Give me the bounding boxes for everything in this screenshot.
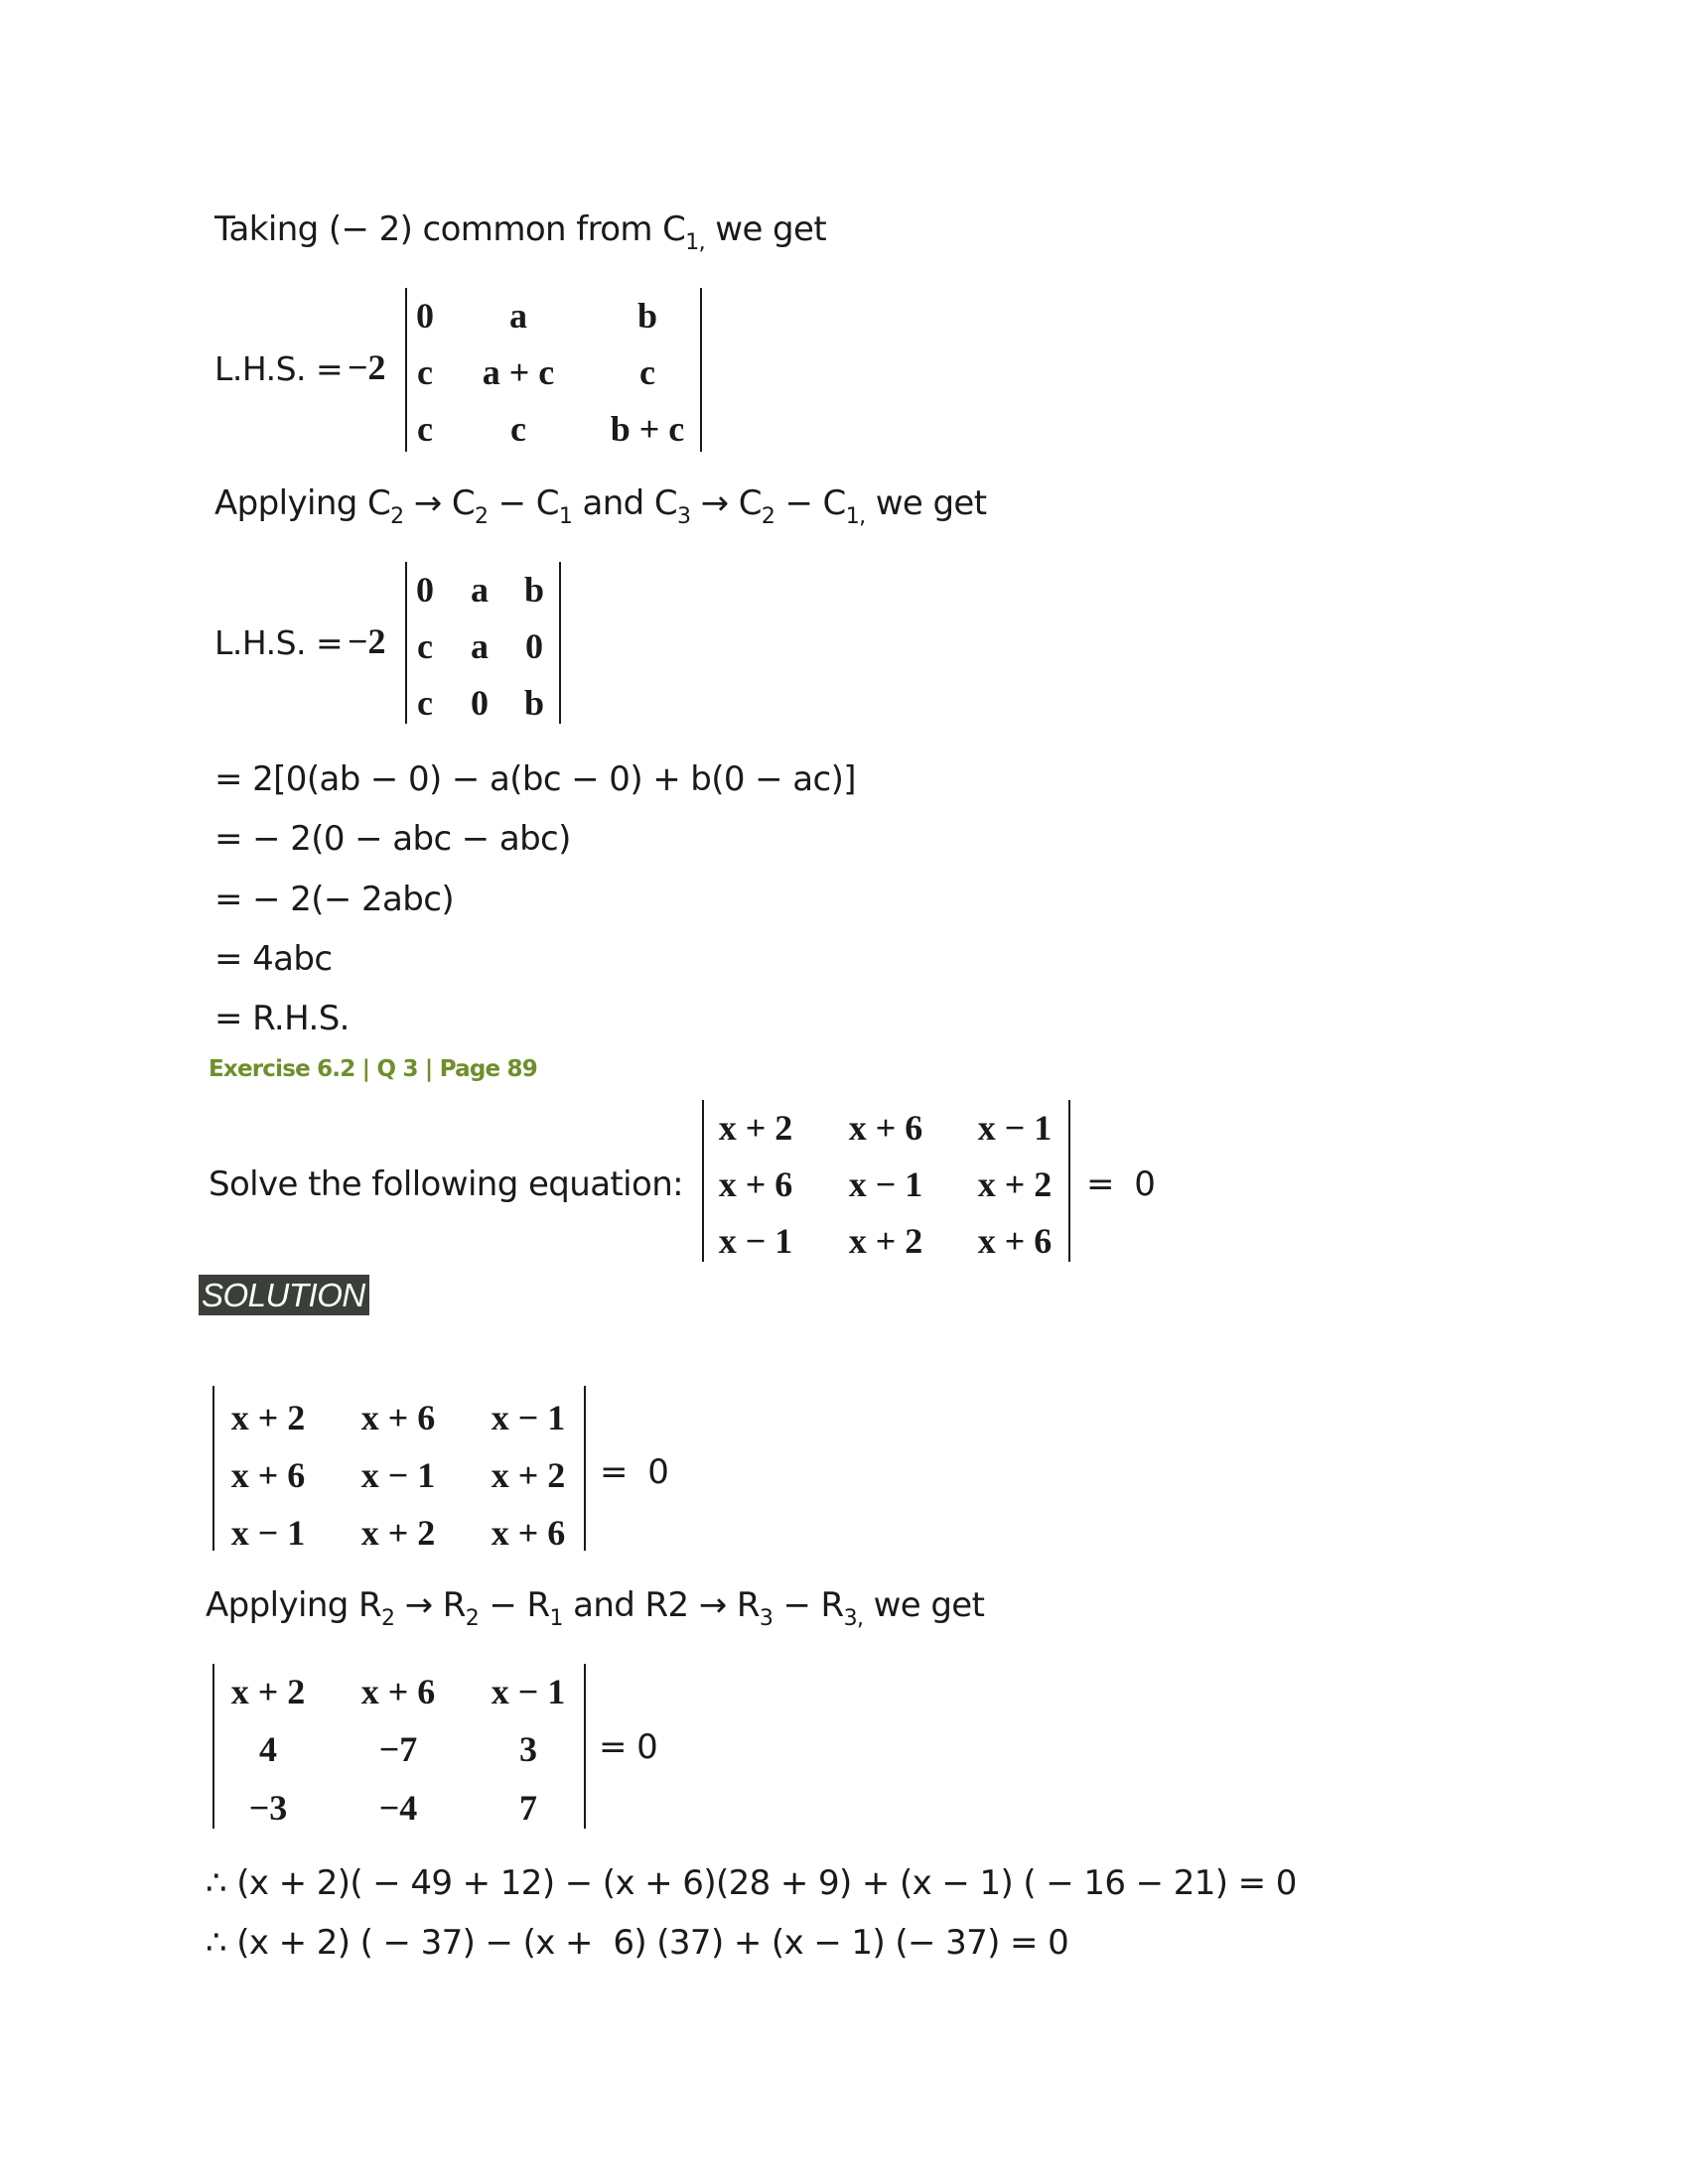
det-cell: x − 1	[718, 1221, 793, 1261]
det-cell: x + 6	[230, 1455, 306, 1495]
therefore-line: ∴ (x + 2)( − 49 + 12) − (x + 6)(28 + 9) + (x − 1) ( − 16 − 21) = 0	[206, 1863, 1297, 1903]
subscript: 3	[676, 504, 691, 529]
det-cell: 4	[259, 1729, 277, 1769]
solution-determinant-1	[212, 1386, 586, 1551]
subscript: 3,	[843, 1606, 864, 1631]
text-part: we get	[865, 483, 987, 523]
subscript: 2	[474, 504, 489, 529]
det-cell: x + 6	[718, 1164, 793, 1204]
text-part: we get	[863, 1585, 985, 1625]
solution-badge: SOLUTION	[199, 1275, 369, 1315]
expansion-line: = 2[0(ab − 0) − a(bc − 0) + b(0 − ac)]	[214, 759, 856, 799]
step1-text	[214, 209, 827, 255]
separator: |	[361, 1056, 370, 1082]
det-cell: c	[417, 683, 433, 723]
text-part: − C	[488, 483, 559, 523]
expansion-line: = − 2(− 2abc)	[214, 880, 454, 919]
det-cell: x + 2	[718, 1108, 793, 1148]
text-part: → R	[394, 1585, 466, 1625]
det-cell: 3	[519, 1729, 537, 1769]
det-cell: c	[639, 352, 655, 392]
det-cell: x − 1	[848, 1164, 923, 1204]
step2-text	[214, 483, 987, 529]
row-operation-text	[206, 1585, 985, 1631]
question-prompt: Solve the following equation:	[209, 1164, 684, 1204]
det-cell: a + c	[482, 352, 555, 392]
expansion-line: = − 2(0 − abc − abc)	[214, 819, 571, 859]
subscript: 1	[549, 1606, 563, 1631]
text-part: → C	[403, 483, 475, 523]
text-part: − R	[773, 1585, 844, 1625]
det-cell: x − 1	[230, 1513, 306, 1553]
det-cell: x + 6	[360, 1398, 436, 1437]
subscript: 2	[761, 504, 775, 529]
step2-determinant	[405, 562, 561, 724]
det-cell: b + c	[610, 409, 685, 449]
det-cell: a	[471, 626, 489, 666]
det-cell: 0	[525, 626, 543, 666]
step1-lhs-label: L.H.S. =	[214, 349, 344, 388]
step1-determinant	[405, 288, 702, 452]
step1-factor: −2	[348, 347, 386, 387]
text-part: Applying R	[206, 1585, 381, 1625]
det-cell: x − 1	[491, 1672, 566, 1711]
page-number: Page 89	[439, 1056, 537, 1082]
det-cell: 0	[416, 570, 434, 610]
step1-text-main: Taking (− 2) common from C	[214, 209, 686, 249]
step1-subscript: 1,	[685, 230, 706, 255]
det-cell: x + 2	[491, 1455, 566, 1495]
step2-lhs-label: L.H.S. =	[214, 623, 344, 662]
det-cell: a	[509, 296, 527, 336]
step1-text-suffix: we get	[705, 209, 827, 249]
text-part: and R2 → R	[562, 1585, 760, 1625]
question-rhs: = 0	[1086, 1164, 1156, 1204]
det-cell: c	[510, 409, 526, 449]
det-cell: x + 2	[360, 1513, 436, 1553]
det-cell: c	[417, 352, 433, 392]
subscript: 2	[465, 1606, 480, 1631]
det-cell: b	[636, 296, 658, 336]
det-cell: x + 6	[491, 1513, 566, 1553]
separator: |	[424, 1056, 433, 1082]
text-part: − R	[479, 1585, 550, 1625]
det-cell: a	[471, 570, 489, 610]
det-cell: c	[417, 626, 433, 666]
det-cell: x + 6	[360, 1672, 436, 1711]
step2-factor: −2	[348, 621, 386, 661]
therefore-line: ∴ (x + 2) ( − 37) − (x + 6) (37) + (x − 1) (− 37) = 0	[206, 1923, 1069, 1963]
det-cell: x − 1	[360, 1455, 436, 1495]
det-cell: x + 2	[230, 1672, 306, 1711]
subscript: 1	[558, 504, 573, 529]
det-cell: x − 1	[491, 1398, 566, 1437]
solution-rhs-2: = 0	[599, 1727, 658, 1767]
subscript: 2	[381, 1606, 395, 1631]
det-cell: x + 2	[977, 1164, 1053, 1204]
expansion-line: = 4abc	[214, 939, 333, 979]
solution-rhs-1: = 0	[600, 1452, 669, 1492]
det-cell: x + 6	[848, 1108, 923, 1148]
exercise-reference	[209, 1056, 537, 1082]
expansion-line: = R.H.S.	[214, 999, 350, 1038]
det-cell: x − 1	[977, 1108, 1053, 1148]
text-part: Applying C	[214, 483, 391, 523]
det-cell: c	[417, 409, 433, 449]
det-cell: x + 6	[977, 1221, 1053, 1261]
det-cell: b	[523, 683, 545, 723]
text-part: and C	[572, 483, 677, 523]
det-cell: x + 2	[848, 1221, 923, 1261]
text-part: → C	[690, 483, 762, 523]
solution-determinant-2	[212, 1664, 586, 1829]
text-part: − C	[774, 483, 846, 523]
det-cell: b	[523, 570, 545, 610]
det-cell: 0	[416, 296, 434, 336]
det-cell: −3	[248, 1788, 288, 1828]
subscript: 1,	[845, 504, 866, 529]
det-cell: −7	[378, 1729, 418, 1769]
det-cell: −4	[378, 1788, 418, 1828]
question-determinant	[702, 1100, 1070, 1262]
det-cell: 7	[519, 1788, 537, 1828]
exercise-number: Exercise 6.2	[209, 1056, 355, 1082]
subscript: 3	[759, 1606, 774, 1631]
det-cell: 0	[471, 683, 489, 723]
det-cell: x + 2	[230, 1398, 306, 1437]
subscript: 2	[390, 504, 404, 529]
question-number: Q 3	[376, 1056, 418, 1082]
